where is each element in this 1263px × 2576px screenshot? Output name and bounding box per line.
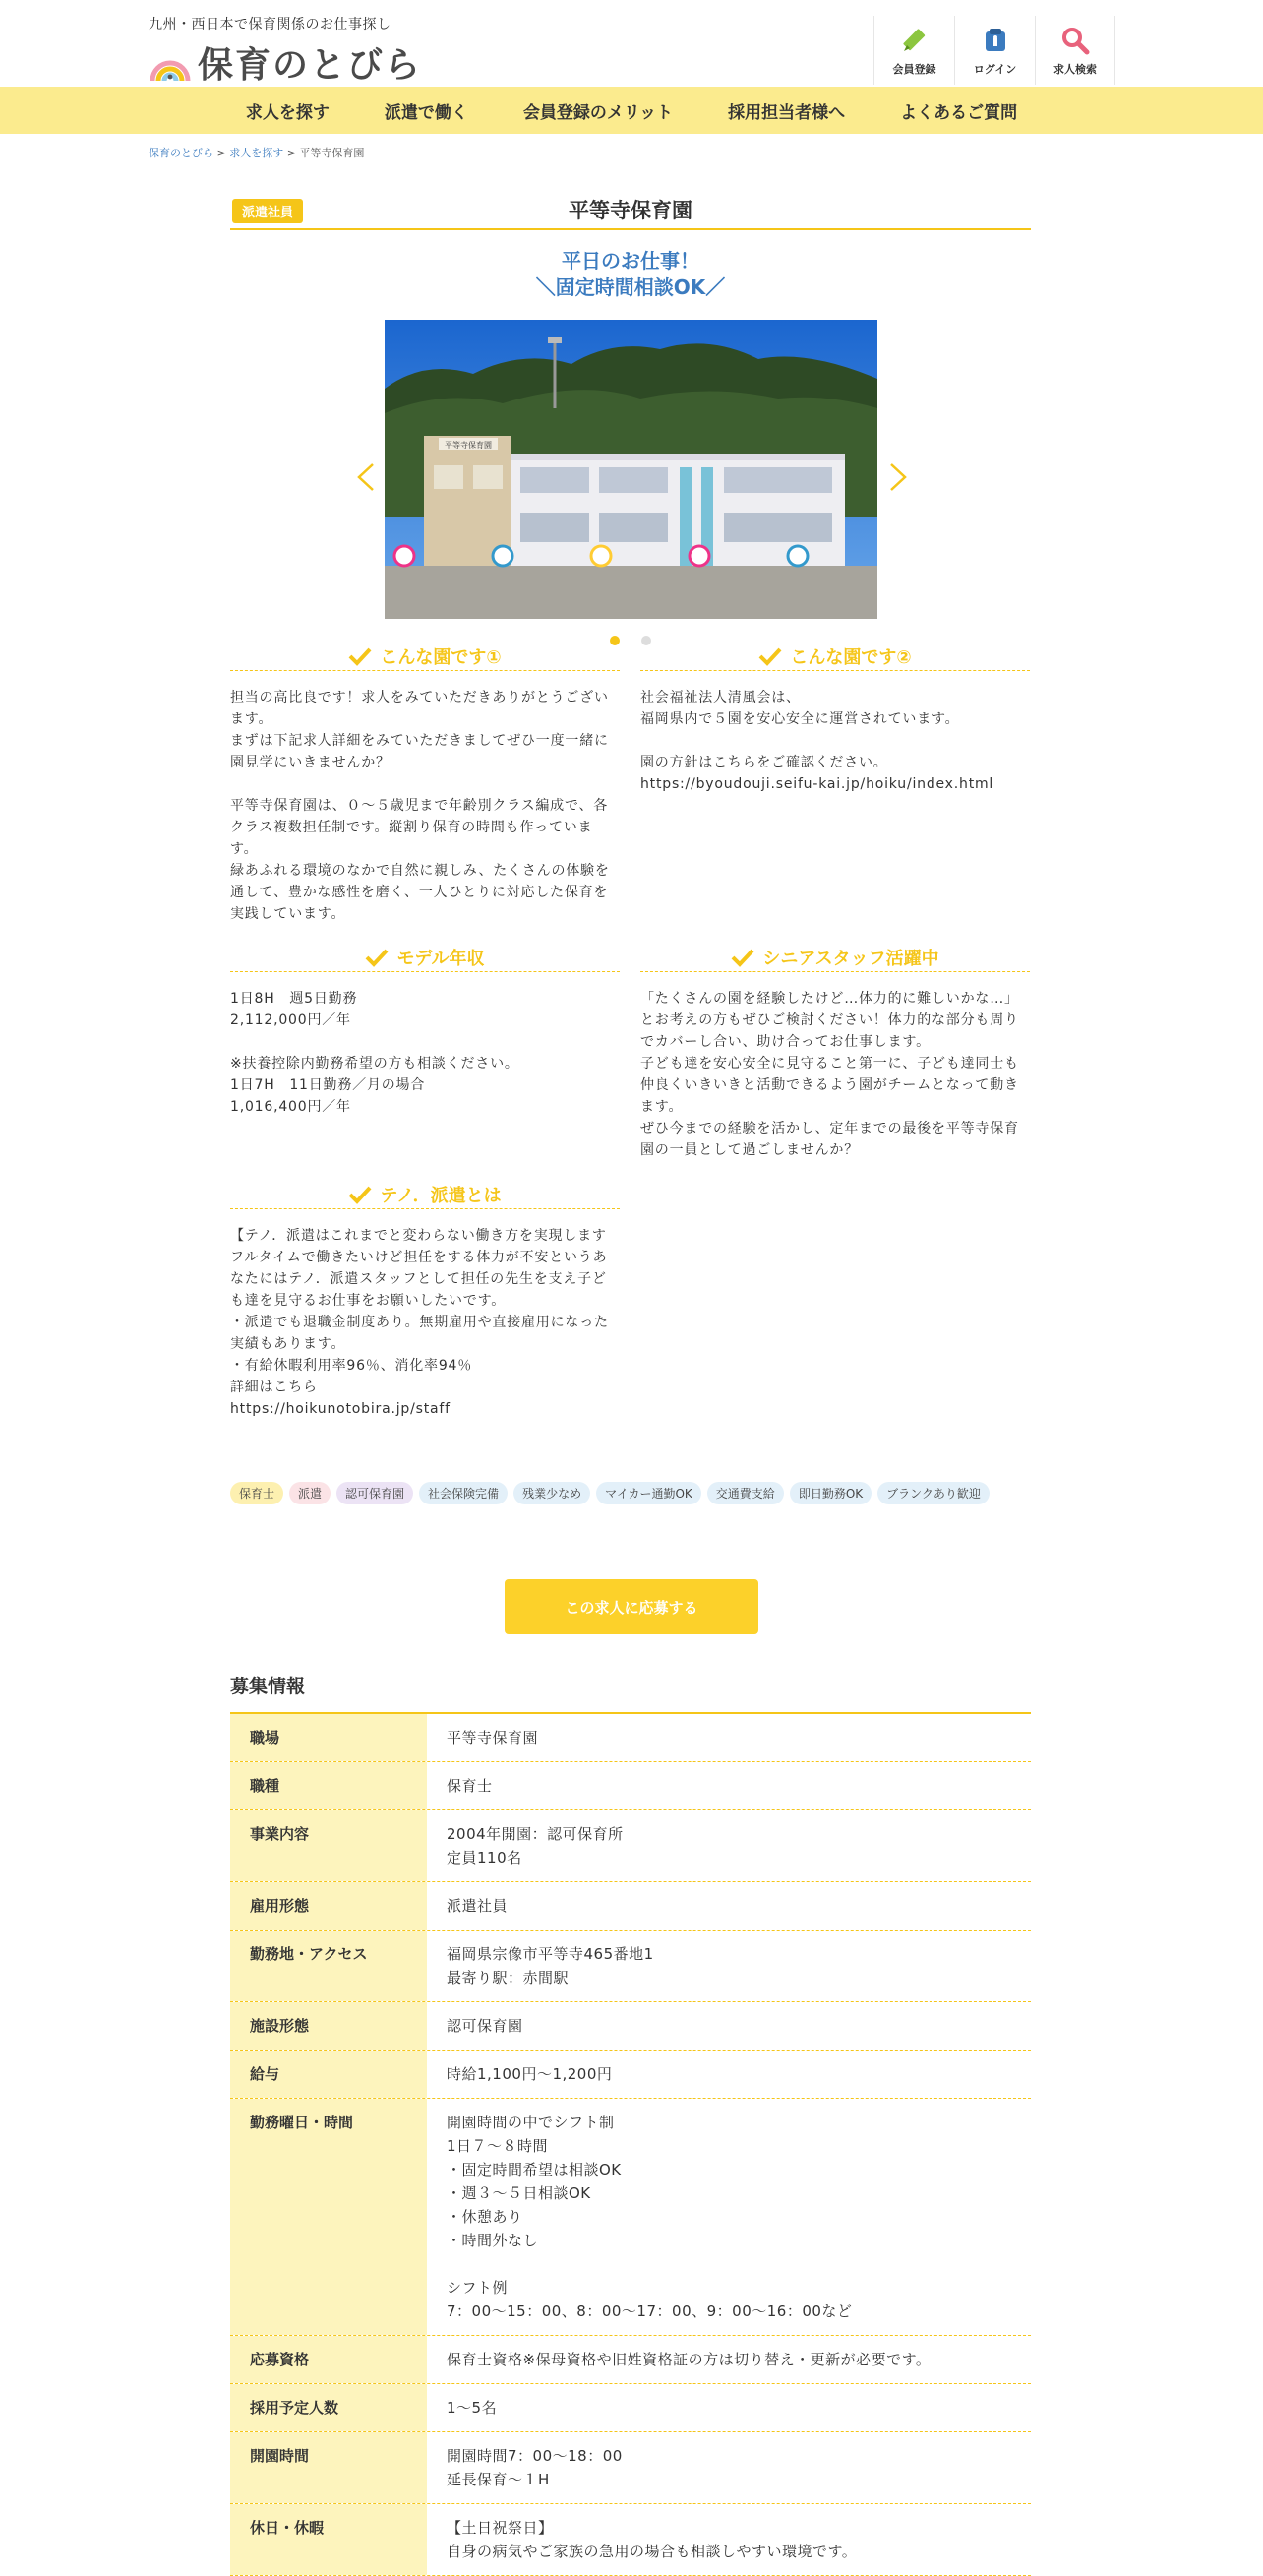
breadcrumb bbox=[149, 145, 364, 160]
nursery-building-photo bbox=[385, 320, 877, 619]
table-header-cell: 職場 bbox=[230, 1714, 427, 1761]
section-senior-staff bbox=[640, 943, 1030, 1161]
search-icon bbox=[1060, 26, 1090, 55]
job-tags bbox=[230, 1482, 1031, 1504]
check-icon bbox=[348, 1185, 372, 1204]
table-value-cell: 保育士資格※保母資格や旧姓資格証の方は切り替え・更新が必要です。 bbox=[447, 2351, 932, 2368]
table-value-cell: 派遣社員 bbox=[447, 1897, 509, 1915]
table-value-cell: 福岡県宗像市平等寺465番地1 最寄り駅：赤間駅 bbox=[447, 1945, 654, 1987]
header-icon-nav bbox=[873, 16, 1115, 85]
table-row bbox=[230, 1882, 1031, 1931]
table-row bbox=[230, 1762, 1031, 1810]
section-body: 【テノ．派遣はこれまでと変わらない働き方を実現します フルタイムで働きたいけど担任をする体力が不安というあなたにはテノ．派遣スタッフとして担任の先生を支え子ども達を見守るお仕事をお願いしたいです。 ・派遣でも退職金制度あり。無期雇用や直接雇用になった実績もあります。 ・有給休暇利用率96％、消化率94％ 詳細はこちら https://hoikunotobira.jp/staff bbox=[230, 1228, 609, 1417]
tag[interactable]: 保育士 bbox=[230, 1482, 283, 1504]
section-body: 社会福祉法人清風会は、 福岡県内で５園を安心安全に運営されています。 園の方針はこちらをご確認ください。 https://byoudouji.seifu-kai.jp/hoiku/index.html bbox=[640, 690, 994, 792]
check-icon bbox=[365, 948, 389, 967]
tag[interactable]: 社会保険完備 bbox=[419, 1482, 508, 1504]
recruitment-info-table bbox=[230, 1712, 1031, 2576]
employment-badge: 派遣社員 bbox=[232, 199, 303, 223]
nav-haken[interactable]: 派遣で働く bbox=[384, 102, 468, 123]
breadcrumb-parent[interactable]: 求人を探す bbox=[229, 147, 284, 159]
tag[interactable]: 交通費支給 bbox=[707, 1482, 784, 1504]
recruitment-info-title: 募集情報 bbox=[230, 1676, 306, 1697]
table-header-cell: 採用予定人数 bbox=[230, 2384, 427, 2431]
breadcrumb-sep: > bbox=[213, 147, 230, 159]
breadcrumb-current: 平等寺保育園 bbox=[299, 147, 365, 159]
table-value-cell: 開園時間7：00～18：00 延長保育～１H bbox=[447, 2447, 623, 2488]
member-register-button[interactable] bbox=[873, 16, 954, 85]
table-value-cell: 保育士 bbox=[447, 1777, 493, 1795]
section-body: 「たくさんの園を経験したけど…体力的に難しいかな…」とお考えの方もぜひご検討ください！体力的な部分も周りでカバーし合い、助け合ってお仕事します。 子ども達を安心安全に見守ること第一に、子ども達同士も仲良くいきいきと活動できるよう園がチームとなって動きます。 ぜひ今までの経験を活かし、定年までの最後を平等寺保育園の一員として過ごしませんか？ bbox=[640, 991, 1019, 1158]
table-header-cell: 勤務地・アクセス bbox=[230, 1931, 427, 2001]
slider-next-arrow-icon[interactable] bbox=[888, 462, 908, 492]
tag[interactable]: ブランクあり歓迎 bbox=[877, 1482, 990, 1504]
section-heading: こんな園です② bbox=[790, 646, 912, 668]
section-heading: シニアスタッフ活躍中 bbox=[762, 948, 939, 969]
check-icon bbox=[758, 646, 782, 666]
global-nav bbox=[0, 87, 1263, 134]
table-value-cell: 【土日祝祭日】 自身の病気やご家族の急用の場合も相談しやすい環境です。 bbox=[447, 2519, 858, 2560]
check-icon bbox=[731, 948, 754, 967]
catch-line-1: 平日のお仕事！ bbox=[562, 249, 699, 273]
job-title-bar bbox=[230, 189, 1031, 230]
table-value-cell: 平等寺保育園 bbox=[447, 1729, 539, 1747]
site-header bbox=[0, 0, 1263, 87]
nav-find-jobs[interactable]: 求人を探す bbox=[245, 102, 330, 123]
table-header-cell: 応募資格 bbox=[230, 2336, 427, 2383]
breadcrumb-sep: > bbox=[283, 147, 300, 159]
table-value-cell: 2004年開園：認可保育所 定員110名 bbox=[447, 1825, 624, 1867]
job-search-label: 求人検索 bbox=[1053, 63, 1097, 76]
nav-member-merit[interactable]: 会員登録のメリット bbox=[522, 102, 674, 123]
table-row bbox=[230, 2051, 1031, 2099]
tag[interactable]: 残業少なめ bbox=[513, 1482, 590, 1504]
check-icon bbox=[348, 646, 372, 666]
table-header-cell: 休日・休暇 bbox=[230, 2504, 427, 2575]
login-icon bbox=[981, 26, 1010, 55]
table-header-cell: 勤務曜日・時間 bbox=[230, 2099, 427, 2335]
table-value-cell: 認可保育園 bbox=[447, 2017, 523, 2035]
job-search-button[interactable] bbox=[1035, 16, 1115, 85]
section-teno-haken bbox=[230, 1180, 620, 1420]
tag[interactable]: マイカー通勤OK bbox=[596, 1482, 701, 1504]
section-model-income bbox=[230, 943, 620, 1118]
login-label: ログイン bbox=[973, 63, 1017, 76]
table-row bbox=[230, 2002, 1031, 2051]
section-konna-2 bbox=[640, 642, 1030, 795]
section-heading: こんな園です① bbox=[380, 646, 502, 668]
rainbow-logo-icon bbox=[149, 43, 192, 83]
table-row bbox=[230, 2432, 1031, 2504]
table-header-cell: 施設形態 bbox=[230, 2002, 427, 2050]
section-body: 担当の高比良です！求人をみていただきありがとうございます。 まずは下記求人詳細をみていただきましてぜひ一度一緒に園見学にいきませんか？ 平等寺保育園は、０～５歳児まで年齢別クラス編成で、各クラス複数担任制です。縦割り保育の時間も作っています。 緑あふれる環境のなかで自然に親しみ、たくさんの体験を通して、豊かな感性を磨く、一人ひとりに対応した保育を実践しています。 bbox=[230, 690, 610, 922]
table-header-cell: 事業内容 bbox=[230, 1810, 427, 1881]
table-row bbox=[230, 1714, 1031, 1762]
tag[interactable]: 即日勤務OK bbox=[790, 1482, 872, 1504]
catch-copy bbox=[230, 248, 1031, 301]
section-heading: モデル年収 bbox=[396, 948, 485, 969]
site-tagline: 九州・西日本で保育関係のお仕事探し bbox=[149, 17, 391, 32]
section-heading: テノ．派遣とは bbox=[380, 1185, 502, 1206]
table-value-cell: 開園時間の中でシフト制 1日７～８時間 ・固定時間希望は相談OK ・週３～５日相談OK ・休憩あり ・時間外なし シフト例 7：00～15：00、8：00～17：00、9：00～16：00など bbox=[447, 2114, 853, 2320]
logo-text: 保育のとびら bbox=[198, 45, 423, 86]
login-button[interactable] bbox=[954, 16, 1035, 85]
tag[interactable]: 派遣 bbox=[289, 1482, 331, 1504]
page-title: 平等寺保育園 bbox=[569, 199, 692, 222]
table-header-cell: 職種 bbox=[230, 1762, 427, 1809]
breadcrumb-home[interactable]: 保育のとびら bbox=[149, 147, 213, 159]
table-value-cell: 1～5名 bbox=[447, 2399, 498, 2417]
table-row bbox=[230, 2384, 1031, 2432]
site-logo[interactable] bbox=[149, 37, 422, 88]
table-row bbox=[230, 2099, 1031, 2336]
table-row bbox=[230, 2504, 1031, 2576]
tag[interactable]: 認可保育園 bbox=[336, 1482, 413, 1504]
table-row bbox=[230, 1810, 1031, 1882]
table-header-cell: 雇用形態 bbox=[230, 1882, 427, 1930]
table-header-cell: 開園時間 bbox=[230, 2432, 427, 2503]
slider-prev-arrow-icon[interactable] bbox=[356, 462, 376, 492]
nav-faq[interactable]: よくあるご質問 bbox=[900, 102, 1018, 123]
member-register-label: 会員登録 bbox=[892, 63, 936, 76]
section-body: 1日8H 週5日勤務 2,112,000円／年 ※扶養控除内勤務希望の方も相談ください。 1日7H 11日勤務／月の場合 1,016,400円／年 bbox=[230, 991, 519, 1115]
photo-slider[interactable] bbox=[385, 320, 877, 619]
nav-recruiters[interactable]: 採用担当者様へ bbox=[728, 102, 846, 123]
catch-line-2: ＼固定時間相談OK／ bbox=[535, 276, 726, 299]
apply-button[interactable]: この求人に応募する bbox=[505, 1579, 758, 1634]
table-row bbox=[230, 2336, 1031, 2384]
building-sign: 平等寺保育園 bbox=[445, 441, 492, 450]
table-value-cell: 時給1,100円～1,200円 bbox=[447, 2065, 613, 2083]
table-header-cell: 給与 bbox=[230, 2051, 427, 2098]
pencil-icon bbox=[900, 26, 930, 55]
table-row bbox=[230, 1931, 1031, 2002]
section-konna-1 bbox=[230, 642, 620, 925]
